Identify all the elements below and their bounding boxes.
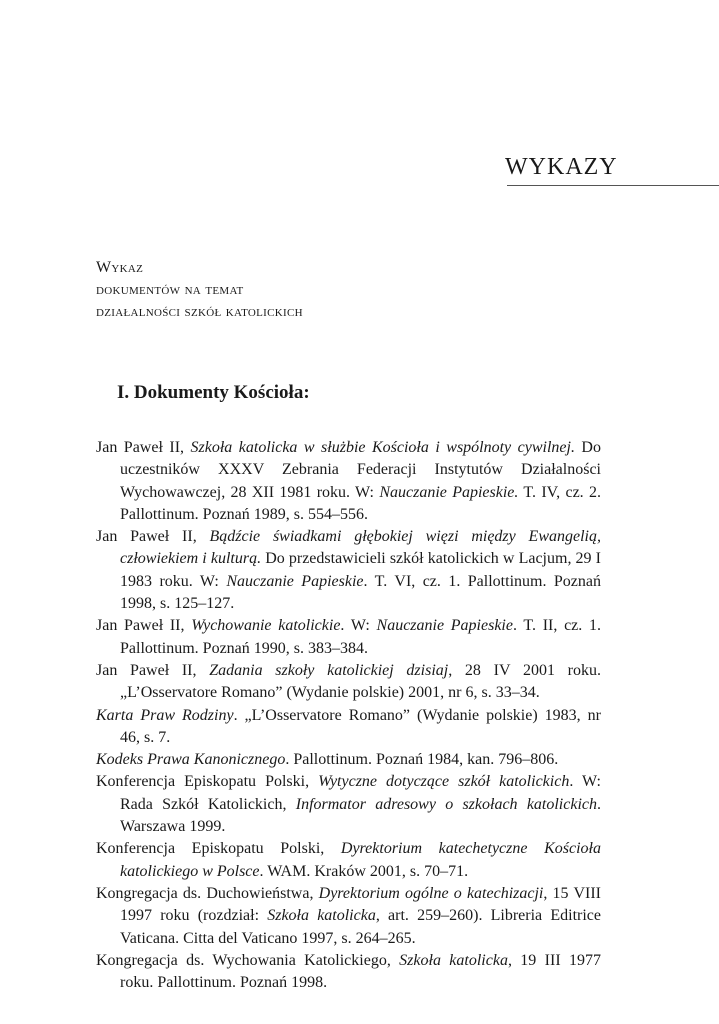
subtitle-line-1: Wykaz — [96, 259, 144, 276]
reference-text: . W: Rada Szkół Katolickich, — [120, 773, 601, 813]
reference-entry — [96, 526, 601, 615]
reference-text: Jan Paweł II, — [96, 439, 191, 456]
reference-title: Informator adresowy o szkołach katolickich — [295, 795, 598, 813]
subtitle-line-2: dokumentów na temat — [96, 281, 244, 298]
reference-text: Jan Paweł II, — [96, 528, 210, 546]
reference-text: Jan Paweł II, — [96, 661, 210, 679]
reference-title: Wychowanie katolickie — [191, 617, 341, 635]
reference-title: Bądźcie świadkami głębokiej więzi między Ewangelią, człowiekiem i kulturą. — [120, 528, 601, 568]
reference-text: Jan Paweł II, — [96, 617, 192, 635]
title-rule — [507, 185, 719, 186]
reference-title: Nauczanie Papieskie — [226, 572, 364, 590]
reference-title: Szkoła katolicka w służbie Kościoła i wspólnoty cywilnej. — [190, 439, 575, 456]
reference-entry — [96, 883, 601, 950]
reference-text: . Warszawa 1999. — [120, 795, 602, 836]
reference-entry — [96, 950, 601, 995]
reference-title: Zadania szkoły katolickiej dzisiaj — [209, 661, 449, 679]
section-subtitle — [96, 257, 516, 323]
reference-text: . W: — [340, 617, 377, 635]
reference-title: Szkoła katolicka — [399, 951, 508, 969]
section-heading: I. Dokumenty Kościoła: — [117, 382, 310, 403]
reference-text: , 15 VIII 1997 roku (rozdział: — [120, 884, 602, 925]
reference-entry — [96, 705, 601, 750]
reference-text: . T. II, cz. 1. Pallottinum. Poznań 1990, s. 383–384. — [120, 617, 601, 657]
reference-entry — [96, 615, 601, 660]
reference-title: Karta Praw Rodziny — [96, 706, 234, 724]
reference-text: Do uczestników XXXV Zebrania Federacji Instytutów Działalności Wychowawczej, 28 XII 1981 roku. W: — [120, 439, 601, 501]
reference-title: Kodeks Prawa Kanonicznego — [96, 751, 286, 769]
reference-title: Nauczanie Papieskie — [376, 617, 513, 635]
reference-title: Nauczanie Papieskie. — [379, 483, 519, 501]
reference-text: , 28 IV 2001 roku. „L’Osservatore Romano” (Wydanie polskie) 2001, nr 6, s. 33–34. — [120, 661, 601, 702]
reference-title: Szkoła katolicka — [267, 907, 376, 925]
chapter-title: WYKAZY — [505, 154, 618, 180]
reference-text: . Pallottinum. Poznań 1984, kan. 796–806. — [285, 751, 559, 769]
reference-text: Konferencja Episkopatu Polski, — [96, 840, 341, 858]
subtitle-line-3: działalności szkół katolickich — [96, 303, 303, 320]
reference-text: Kongregacja ds. Wychowania Katolickiego, — [96, 951, 400, 969]
reference-list — [96, 437, 601, 994]
reference-entry — [96, 749, 601, 771]
reference-text: . T. VI, cz. 1. Pallottinum. Poznań 1998, s. 125–127. — [120, 572, 601, 613]
reference-entry — [96, 660, 601, 705]
reference-text: Kongregacja ds. Duchowieństwa, — [96, 884, 319, 902]
reference-text: . „L’Osservatore Romano” (Wydanie polskie) 1983, nr 46, s. 7. — [120, 706, 601, 746]
reference-text: , 19 III 1977 roku. Pallottinum. Poznań 1998. — [120, 951, 601, 992]
reference-text: . WAM. Kraków 2001, s. 70–71. — [259, 862, 469, 880]
reference-text: Konferencja Episkopatu Polski, — [96, 773, 319, 791]
reference-text: T. IV, cz. 2. Pallottinum. Poznań 1989, s. 554–556. — [120, 483, 601, 523]
reference-entry — [96, 838, 601, 883]
reference-title: Wytyczne dotyczące szkół katolickich — [318, 773, 570, 791]
reference-entry — [96, 437, 601, 526]
reference-title: Dyrektorium katechetyczne Kościoła katolickiego w Polsce — [120, 840, 601, 880]
reference-title: Dyrektorium ogólne o katechizacji — [318, 884, 544, 902]
reference-entry — [96, 771, 601, 838]
reference-text: , art. 259–260). Libreria Editrice Vaticana. Citta del Vaticano 1997, s. 264–265. — [120, 907, 601, 947]
reference-text: Do przedstawicieli szkół katolickich w Lacjum, 29 I 1983 roku. W: — [120, 550, 602, 590]
